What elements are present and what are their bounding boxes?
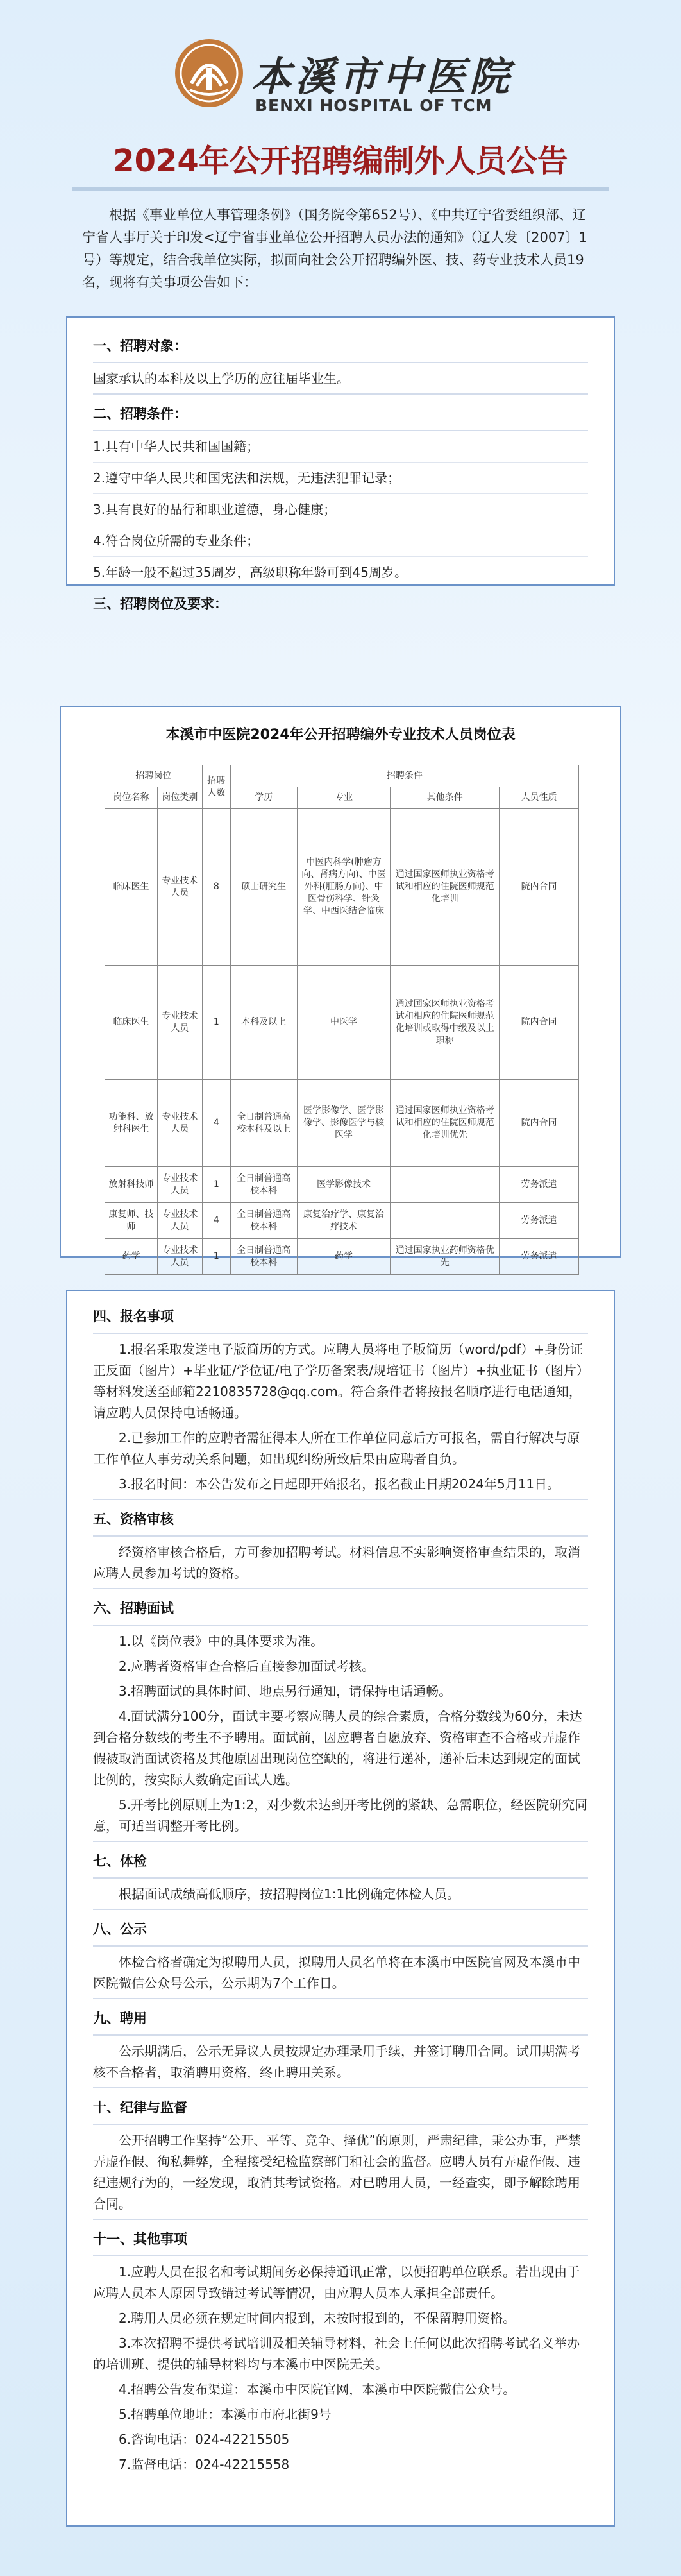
section-10-text: 公开招聘工作坚持“公开、平等、竞争、择优”的原则，严肃纪律，秉公办事，严禁弄虚作假、徇私舞弊，全程接受纪检监察部门和社会的监督。应聘人员有弄虚作假、违纪违规行为的，一经发现，取消其考试资格。对已聘用人员，一经查实，即予解除聘用合同。 (93, 2133, 581, 2212)
cell-count: 4 (202, 1203, 230, 1239)
section-7-title: 七、体检 (93, 1854, 147, 1869)
hospital-seal-icon (173, 37, 245, 109)
table-row (105, 1167, 579, 1203)
other-item: 1.应聘人员在报名和考试期间务必保持通讯正常，以便招聘单位联系。若出现由于应聘人员本人原因导致错过考试等情况，由应聘人员本人承担全部责任。 (93, 2264, 580, 2301)
other-item: 3.本次招聘不提供考试培训及相关辅导材料，社会上任何以此次招聘考试名义举办的培训班、提供的辅导材料均与本溪市中医院无关。 (93, 2335, 580, 2372)
title-divider (72, 187, 609, 191)
section-5-text: 经资格审核合格后，方可参加招聘考试。材料信息不实影响资格审查结果的，取消应聘人员参加考试的资格。 (93, 1544, 580, 1581)
cell-major: 康复治疗学、康复治疗技术 (297, 1203, 391, 1239)
job-table-panel (60, 706, 621, 1268)
section-9-title: 九、聘用 (93, 2011, 147, 2026)
header-major: 专业 (297, 787, 391, 809)
intro-paragraph: 根据《事业单位人事管理条例》（国务院令第652号）、《中共辽宁省委组织部、辽宁省人事厅关于印发<辽宁省事业单位公开招聘人员办法的通知》（辽人发〔2007〕1号）等规定，结合我单位实际，拟面向社会公开招聘编外医、技、药专业技术人员19名，现将有关事项公告如下： (82, 207, 587, 290)
table-row (105, 966, 579, 1080)
cell-major: 中医内科学(肿瘤方向、肾病方向)、中医外科(肛肠方向)、中医骨伤科学、针灸学、中西医结合临床 (297, 809, 391, 966)
section-divider (93, 2124, 588, 2125)
section-1-text: 国家承认的本科及以上学历的应往届毕业生。 (93, 371, 349, 386)
section-6-title: 六、招聘面试 (93, 1601, 174, 1616)
cell-nature: 院内合同 (500, 809, 579, 966)
logo-english-name: BENXI HOSPITAL OF TCM (255, 96, 492, 115)
cell-post-name: 康复师、技师 (105, 1203, 158, 1239)
section-divider (93, 1535, 588, 1537)
header-education: 学历 (230, 787, 297, 809)
cell-count: 1 (202, 966, 230, 1080)
cell-education: 全日制普通高校本科 (230, 1203, 297, 1239)
other-item: 2.聘用人员必须在规定时间内报到，未按时报到的，不保留聘用资格。 (119, 2310, 516, 2326)
cell-post-name: 临床医生 (105, 966, 158, 1080)
cell-post-name: 药学 (105, 1239, 158, 1275)
section-divider (93, 1841, 588, 1842)
section-5-title: 五、资格审核 (93, 1512, 174, 1527)
header-post-type: 岗位类别 (157, 787, 202, 809)
cell-other (391, 1167, 500, 1203)
table-row (105, 1203, 579, 1239)
table-row (105, 809, 579, 966)
header-post-name: 岗位名称 (105, 787, 158, 809)
cell-major: 医学影像学、医学影像学、影像医学与核医学 (297, 1080, 391, 1167)
cell-nature: 院内合同 (500, 1080, 579, 1167)
section-divider (93, 1499, 588, 1500)
interview-item: 4.面试满分100分，面试主要考察应聘人员的综合素质，合格分数线为60分，未达到合格分数线的考生不予聘用。面试前，因应聘者自愿放弃、资格审查不合格或弄虚作假被取消面试资格及其他原因出现岗位空缺的，将进行递补，递补后未达到规定的面试比例的，按实际人数确定面试人选。 (93, 1709, 582, 1787)
cell-post-type: 专业技术人员 (157, 1080, 202, 1167)
cell-education: 全日制普通高校本科 (230, 1239, 297, 1275)
table-row (105, 1080, 579, 1167)
cell-major: 药学 (297, 1239, 391, 1275)
interview-item: 1.以《岗位表》中的具体要求为准。 (119, 1633, 324, 1649)
job-table (105, 765, 579, 1275)
cell-other (391, 1203, 500, 1239)
section-9-text: 公示期满后，公示无异议人员按规定办理录用手续，并签订聘用合同。试用期满考核不合格者，取消聘用资格，终止聘用关系。 (93, 2043, 580, 2080)
cell-education: 硕士研究生 (230, 809, 297, 966)
section-divider (93, 1588, 588, 1589)
cell-post-type: 专业技术人员 (157, 809, 202, 966)
cell-nature: 劳务派遣 (500, 1167, 579, 1203)
header-post: 招聘岗位 (105, 765, 203, 787)
section-7-text: 根据面试成绩高低顺序，按招聘岗位1:1比例确定体检人员。 (119, 1886, 460, 1902)
job-table-title: 本溪市中医院2024年公开招聘编外专业技术人员岗位表 (165, 727, 516, 743)
section-3-title: 三、招聘岗位及要求： (93, 596, 228, 611)
section-1-title: 一、招聘对象： (93, 338, 187, 354)
interview-item: 2.应聘者资格审查合格后直接参加面试考核。 (119, 1659, 375, 1674)
header-count: 招聘人数 (202, 765, 230, 809)
other-item: 4.招聘公告发布渠道：本溪市中医院官网，本溪市中医院微信公众号。 (119, 2382, 516, 2397)
section-divider (93, 362, 588, 363)
section-2-title: 二、招聘条件： (93, 406, 187, 422)
cell-count: 8 (202, 809, 230, 966)
cell-major: 中医学 (297, 966, 391, 1080)
cell-post-type: 专业技术人员 (157, 1167, 202, 1203)
section-divider (93, 1998, 588, 1999)
supervision-phone-item: 7.监督电话：024-42215558 (119, 2457, 290, 2472)
cell-post-name: 放射科技师 (105, 1167, 158, 1203)
recruitment-details-panel (66, 1290, 615, 2527)
cell-nature: 劳务派遣 (500, 1239, 579, 1275)
cell-other: 通过国家医师执业资格考试和相应的住院医师规范化培训或取得中级及以上职称 (391, 966, 500, 1080)
section-divider (93, 1333, 588, 1334)
cell-post-name: 功能科、放射科医生 (105, 1080, 158, 1167)
section-divider (93, 1909, 588, 1910)
cell-education: 全日制普通高校本科及以上 (230, 1080, 297, 1167)
logo-chinese-name: 本溪市中医院 (251, 53, 514, 100)
cell-post-type: 专业技术人员 (157, 1239, 202, 1275)
section-8-title: 八、公示 (93, 1922, 147, 1937)
header-other: 其他条件 (391, 787, 500, 809)
section-divider (93, 2087, 588, 2088)
registration-item: 2.已参加工作的应聘者需征得本人所在工作单位同意后方可报名，需自行解决与原工作单位人事劳动关系问题，如出现纠纷所致后果由应聘者自负。 (93, 1430, 580, 1467)
cell-post-name: 临床医生 (105, 809, 158, 966)
cell-post-type: 专业技术人员 (157, 1203, 202, 1239)
section-divider (93, 2255, 588, 2256)
cell-other: 通过国家医师执业资格考试和相应的住院医师规范化培训优先 (391, 1080, 500, 1167)
cell-education: 全日制普通高校本科 (230, 1167, 297, 1203)
header-conditions: 招聘条件 (230, 765, 578, 787)
condition-item: 4.符合岗位所需的专业条件； (93, 525, 588, 557)
registration-item: 1.报名采取发送电子版简历的方式。应聘人员将电子版简历（word/pdf）+身份证正反面（图片）+毕业证/学位证/电子学历备案表/规培证书（图片）+执业证书（图片）等材料发送至邮箱2210835728@qq.com。符合条件者将按报名顺序进行电话通知，请应聘人员保持电话畅通。 (93, 1342, 584, 1420)
section-divider (93, 1877, 588, 1879)
cell-other: 通过国家医师执业资格考试和相应的住院医师规范化培训 (391, 809, 500, 966)
cell-count: 1 (202, 1239, 230, 1275)
consult-phone-item: 6.咨询电话：024-42215505 (119, 2432, 290, 2447)
page-title: 2024年公开招聘编制外人员公告 (113, 143, 568, 179)
cell-nature: 劳务派遣 (500, 1203, 579, 1239)
cell-post-type: 专业技术人员 (157, 966, 202, 1080)
interview-item: 3.招聘面试的具体时间、地点另行通知，请保持电话通畅。 (119, 1684, 452, 1699)
section-divider (93, 2034, 588, 2036)
page-header (0, 0, 681, 179)
cell-count: 1 (202, 1167, 230, 1203)
condition-item: 3.具有良好的品行和职业道德，身心健康； (93, 494, 588, 525)
cell-major: 医学影像技术 (297, 1167, 391, 1203)
condition-item: 1.具有中华人民共和国国籍； (93, 431, 588, 463)
registration-item: 3.报名时间：本公告发布之日起即开始报名，报名截止日期2024年5月11日。 (119, 1476, 560, 1492)
condition-item: 2.遵守中华人民共和国宪法和法规，无违法犯罪记录； (93, 463, 588, 494)
section-11-title: 十一、其他事项 (93, 2231, 187, 2247)
condition-item: 5.年龄一般不超过35周岁，高级职称年龄可到45周岁。 (93, 557, 588, 588)
cell-count: 4 (202, 1080, 230, 1167)
cell-nature: 院内合同 (500, 966, 579, 1080)
header-nature: 人员性质 (500, 787, 579, 809)
section-10-title: 十、纪律与监督 (93, 2100, 187, 2115)
section-divider (93, 1945, 588, 1947)
section-4-title: 四、报名事项 (93, 1309, 174, 1324)
address-item: 5.招聘单位地址：本溪市市府北街9号 (119, 2407, 332, 2422)
section-divider (93, 2219, 588, 2220)
interview-item: 5.开考比例原则上为1:2，对少数未达到开考比例的紧缺、急需职位，经医院研究同意，可适当调整开考比例。 (93, 1797, 588, 1834)
cell-education: 本科及以上 (230, 966, 297, 1080)
section-8-text: 体检合格者确定为拟聘用人员，拟聘用人员名单将在本溪市中医院官网及本溪市中医院微信公众号公示，公示期为7个工作日。 (93, 1954, 580, 1991)
table-row (105, 1239, 579, 1275)
section-divider (93, 1625, 588, 1626)
cell-other: 通过国家执业药师资格优先 (391, 1239, 500, 1275)
recruitment-basics-panel (66, 316, 615, 611)
section-divider (93, 393, 588, 395)
